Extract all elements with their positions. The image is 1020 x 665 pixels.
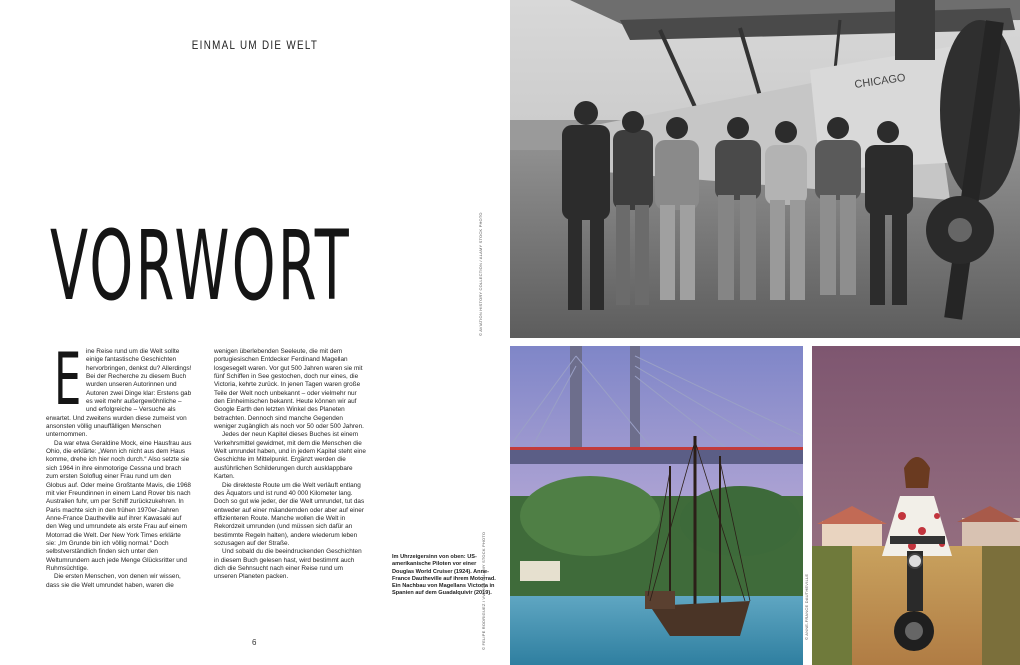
motorcycle-photo — [812, 346, 1020, 665]
page-title: VORWORT — [50, 210, 352, 322]
photo-caption: Im Uhrzeigersinn von oben: US-amerikanische Piloten vor einer Douglas World Cruiser (1924). Anne-France Dautheville auf ihrem Motorrad. Ein Nachbau von Magellans Victoria in Spanien auf dem Guadalquivir (2019). — [392, 554, 496, 597]
photo-credit-ship: © FELIPE RODRIGUEZ / VWPICS / ALAMY STOCK PHOTO — [481, 531, 486, 650]
paragraph: Da war etwa Geraldine Mock, eine Hausfrau aus Ohio, die erklärte: „Wenn ich nicht aus dem Haus komme, drehe ich hier noch durch.“ Also setzte sie sich 1964 in ihre einmotorige Cessna und brach zum ersten Soloflug einer Frau rund um den Globus auf. Oder meine Großtante Mavis, die 1968 mit vier Freundinnen in einem Land Rover bis nach Australien fuhr, um per Schiff zurückzukehren. In Paris machte sich in den frühen 1970er-Jahren Anne-France Dautheville auf ihrer Kawasaki auf den Weg und umrundete als erste Frau auf einem Motorrad die Welt. Der New York Times erklärte sie: „Im Grunde bin ich völlig normal.“ Doch selbstverständlich finden sich unter den Weltumrundern auch jede Menge Glücksritter und Ruhmsüchtige. — [46, 439, 192, 572]
photo-credit-moto: © ANNE-FRANCE DAUTHEVILLE — [804, 573, 809, 640]
paragraph: Jedes der neun Kapitel dieses Buches ist einem Verkehrsmittel gewidmet, mit dem die Menschen die Welt umrundet haben, und in jedem Kapitel steht eine Geschichte im Mittelpunkt. Ergänzt werden die ausführlichen Schilderungen durch ausklappbare Karten. — [214, 431, 366, 481]
text-column-2 — [214, 348, 366, 582]
paragraph: Die ersten Menschen, von denen wir wissen, dass sie die Welt umrundet haben, waren die — [46, 573, 181, 589]
paragraph: Die direkteste Route um die Welt verläuft entlang des Äquators und ist rund 40 000 Kilometer lang. Doch so gut wie jeder, der die Welt umrundet, tut das entweder auf einer mäandernden oder aber auf einer effizienteren Route. Manche wollen die Welt in Rekordzeit umrunden (und müssen sich dafür an bestimmte Regeln halten), andere wiederum leben sozusagen auf der Straße. — [214, 481, 365, 547]
photo-credit-top: © AVIATION HISTORY COLLECTION / ALAMY STOCK PHOTO — [478, 212, 483, 336]
page-number: 6 — [252, 638, 257, 647]
section-kicker: EINMAL UM DIE WELT — [191, 38, 319, 52]
paragraph: wenigen überlebenden Seeleute, die mit dem portugiesischen Entdecker Ferdinand Magellan losgesegelt waren. Vor gut 500 Jahren waren sie mit fünf Schiffen in See gestochen, doch nur eines, die Victoria, kehrte zurück. In jenen Tagen waren große Teile der Welt noch unbekannt – oder vielmehr nur den Einheimischen bekannt. Heute können wir auf Google Earth den letzten Winkel des Planeten betrachten. Dennoch sind manche Gegenden weniger zugänglich als noch vor 50 oder 500 Jahren. — [214, 348, 364, 431]
text-column-1 — [46, 337, 192, 590]
plane-label: CHICAGO — [853, 71, 907, 91]
aviators-photo — [510, 0, 1020, 338]
ship-photo — [510, 346, 803, 665]
paragraph: Und sobald du die beeindruckenden Geschichten in diesem Buch gelesen hast, wird bestimmt auch dich die Sehnsucht nach einer Reise rund um unseren Planeten packen. — [214, 548, 362, 581]
paragraph: ine Reise rund um die Welt sollte einige fantastische Geschichten hervorbringen, denkst du? Allerdings! Bei der Recherche zu diesem Buch wurden unseren Autorinnen und Autoren zwei Dinge klar: Erstens gab es weit mehr außergewöhnliche – und erfolgreiche – Versuche als erwartet. Und zweitens wurden diese zumeist von ansonsten völlig unauffälligen Menschen unternommen. — [46, 348, 192, 439]
drop-cap: E — [54, 337, 82, 421]
